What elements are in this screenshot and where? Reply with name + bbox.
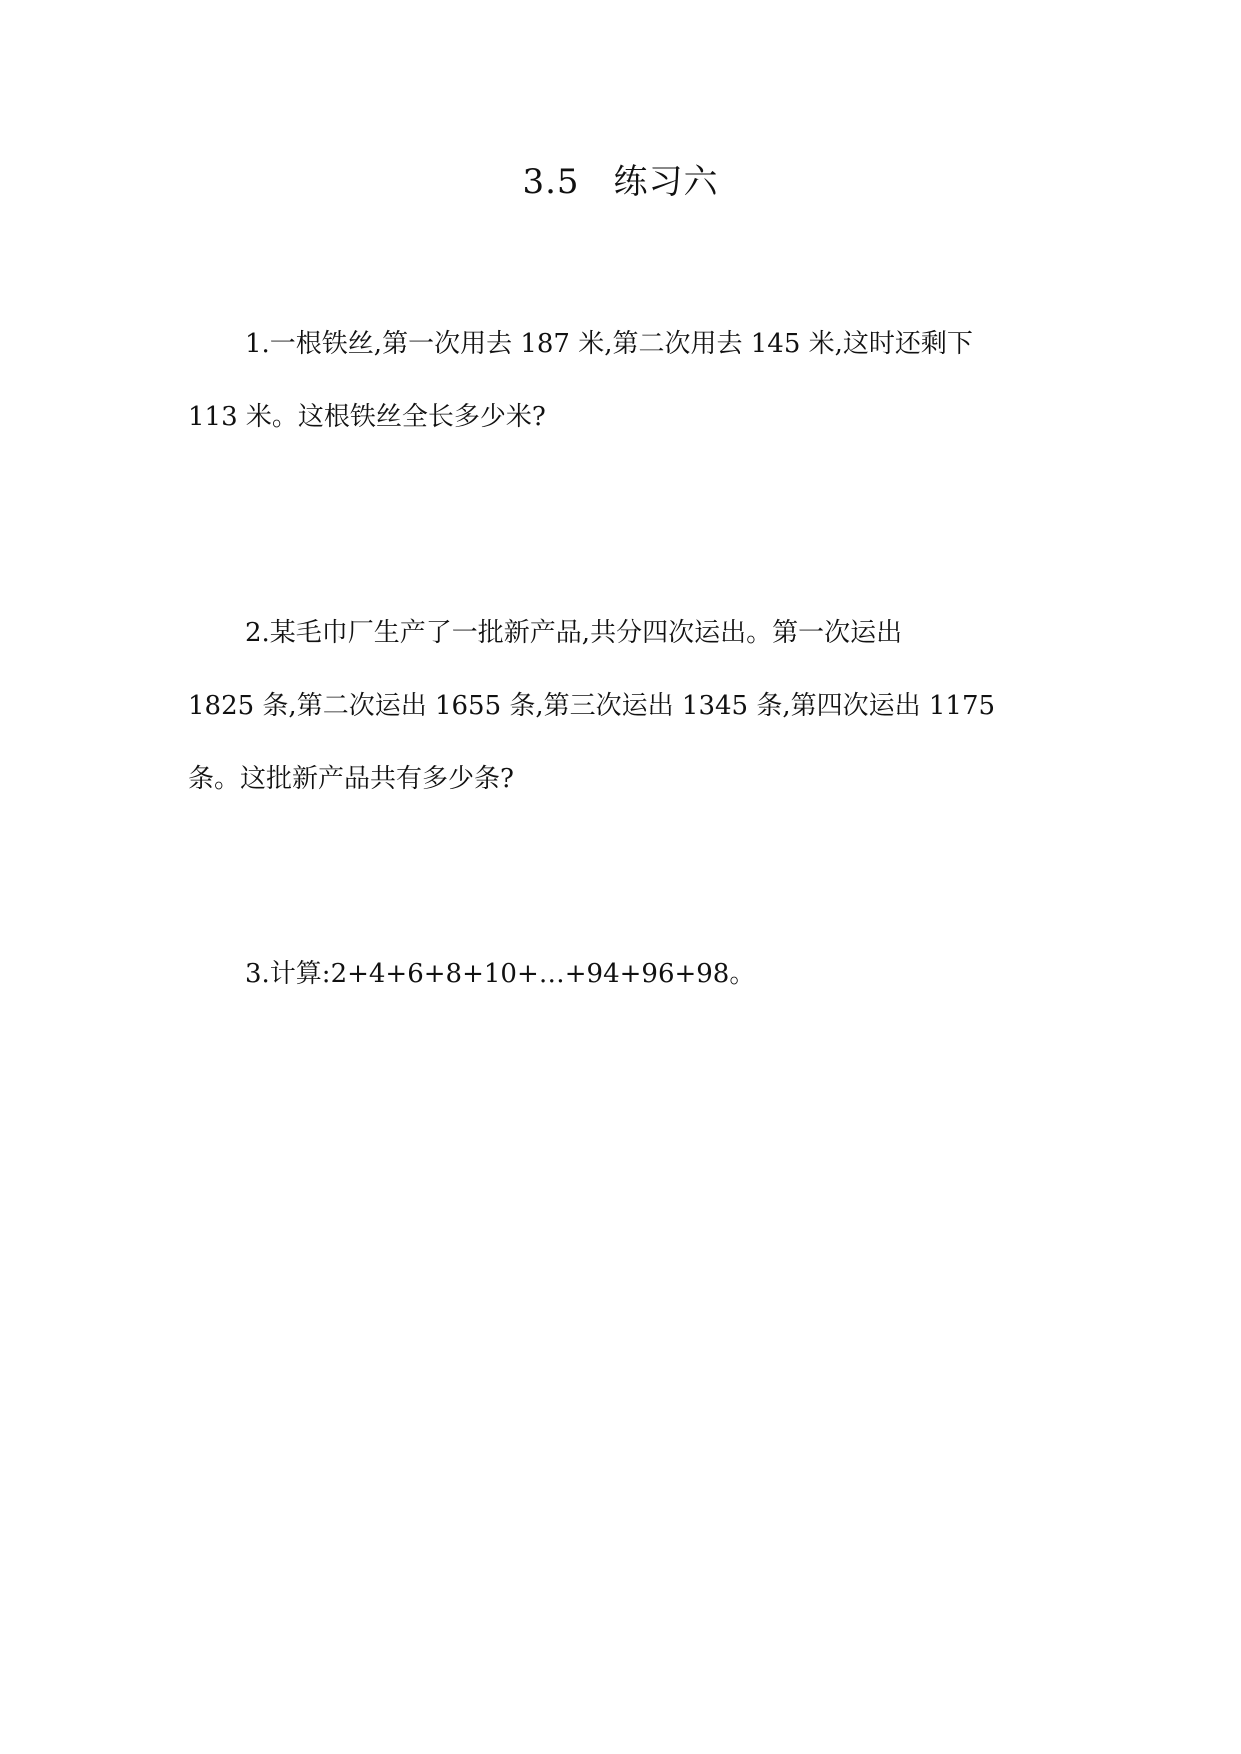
question-2-line-2: 1825 条,第二次运出 1655 条,第三次运出 1345 条,第四次运出 1175	[188, 691, 996, 721]
question-1-line-2: 113 米。这根铁丝全长多少米?	[188, 402, 546, 432]
title-number: 3.5	[522, 162, 580, 202]
question-1-line-1: 1.一根铁丝,第一次用去 187 米,第二次用去 145 米,这时还剩下	[245, 329, 973, 359]
question-2-line-3: 条。这批新产品共有多少条?	[188, 764, 514, 794]
question-1	[188, 308, 1068, 454]
question-3	[188, 938, 1068, 1011]
question-3-line-1: 3.计算:2+4+6+8+10+…+94+96+98。	[245, 959, 756, 989]
page-title	[0, 160, 1241, 204]
title-text: 练习六	[613, 162, 719, 202]
question-2-line-1: 2.某毛巾厂生产了一批新产品,共分四次运出。第一次运出	[245, 618, 903, 648]
question-2	[188, 597, 1068, 816]
